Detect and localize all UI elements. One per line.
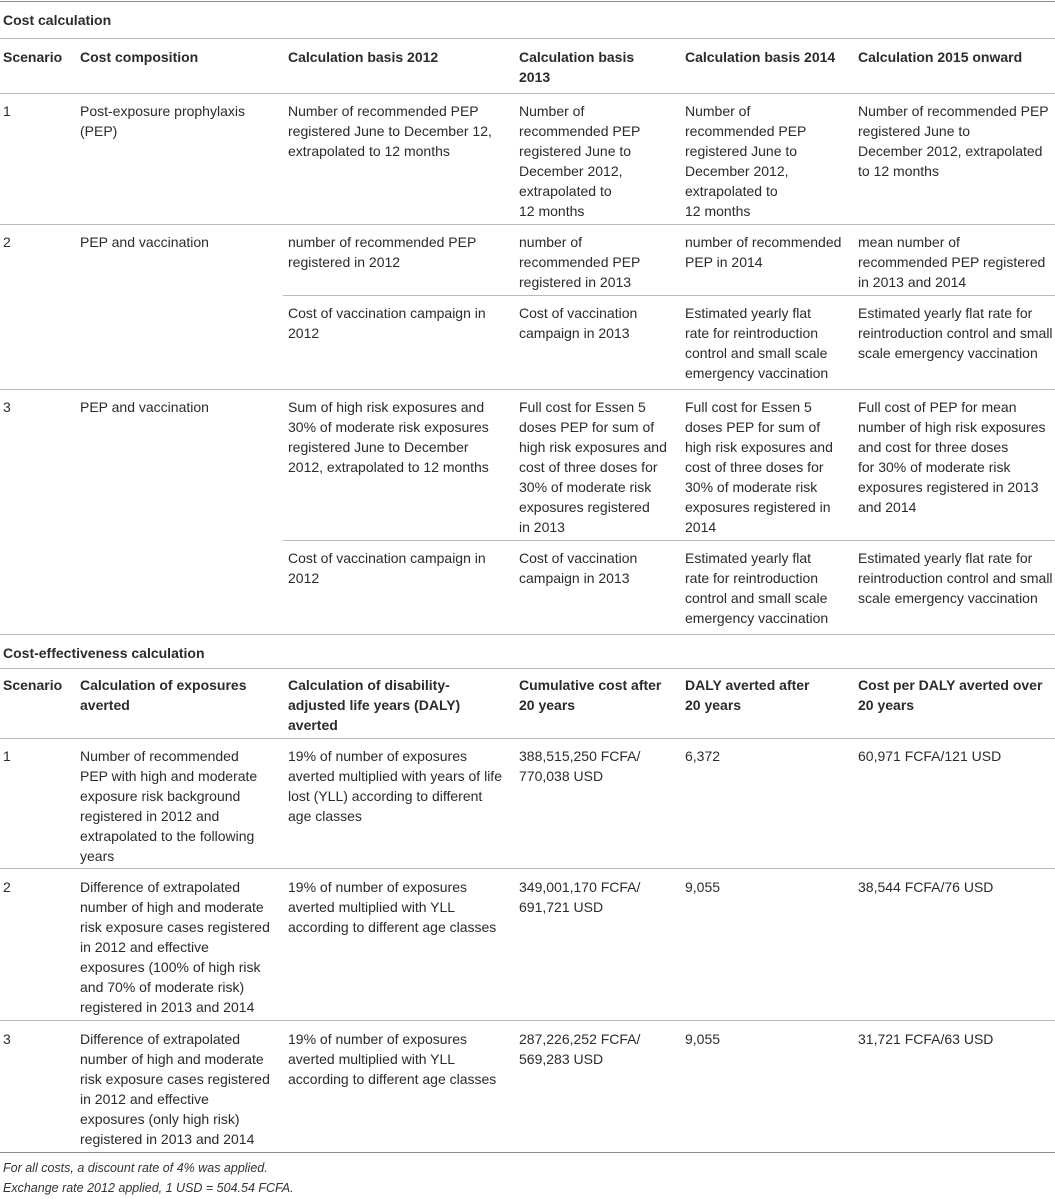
table-cell: Cost of vaccination campaign in 2013: [519, 305, 638, 341]
table-cell: Number of recommended PEP registered June to December 2012, extrapolated to 12 months: [519, 103, 641, 219]
header-cell: Calculation basis 2014: [685, 49, 836, 65]
header-rule: [0, 738, 1055, 739]
table-cell: 3: [3, 1031, 11, 1047]
row-rule: [0, 1152, 1055, 1153]
row-rule: [0, 224, 1055, 225]
table-cell: Cost of vaccination campaign in 2012: [288, 305, 486, 341]
header-cell: DALY averted after 20 years: [685, 677, 810, 713]
table-cell: 349,001,170 FCFA/ 691,721 USD: [519, 879, 641, 915]
table-cell: 2: [3, 879, 11, 895]
table-cell: Post-exposure prophylaxis (PEP): [80, 103, 245, 139]
table-cell: 3: [3, 399, 11, 415]
cost-eff-title: Cost-effectiveness calculation: [3, 645, 205, 661]
footnote: Exchange rate 2012 applied, 1 USD = 504.54 FCFA.: [3, 1181, 294, 1195]
table-cell: 1: [3, 748, 11, 764]
row-rule: [0, 868, 1055, 869]
header-cell: Cost composition: [80, 49, 199, 65]
table-cell: Number of recommended PEP registered June to December 2012, extrapolated to 12 months: [858, 103, 1049, 179]
table-cell: number of recommended PEP registered in 2013: [519, 234, 641, 290]
row-rule: [283, 295, 1055, 296]
table-cell: 2: [3, 234, 11, 250]
table-cell: 1: [3, 103, 11, 119]
table-cell: Estimated yearly flat rate for reintroduction control and small scale emergency vaccination: [858, 305, 1053, 361]
table-cell: mean number of recommended PEP registered in 2013 and 2014: [858, 234, 1046, 290]
cost-calc-title: Cost calculation: [3, 12, 112, 28]
table-cell: Full cost of PEP for mean number of high risk exposures and cost for three doses for 30% of moderate risk exposures registered in 2013 and 2014: [858, 399, 1046, 515]
table-cell: Full cost for Essen 5 doses PEP for sum of high risk exposures and cost of three doses for 30% of moderate risk exposures registered in 2013: [519, 399, 667, 535]
row-rule: [0, 1020, 1055, 1021]
table-cell: Estimated yearly flat rate for reintroduction control and small scale emergency vaccination: [858, 550, 1053, 606]
header-cell: Calculation of disability- adjusted life years (DALY) averted: [288, 677, 461, 733]
table-cell: Difference of extrapolated number of high and moderate risk exposure cases registered in 2012 and effective exposures (only high risk) registered in 2013 and 2014: [80, 1031, 270, 1147]
table-cell: 9,055: [685, 1031, 721, 1047]
row-rule: [0, 634, 1055, 635]
table-cell: 9,055: [685, 879, 721, 895]
table-cell: 19% of number of exposures averted multiplied with years of life lost (YLL) according to different age classes: [288, 748, 502, 824]
table-cell: 19% of number of exposures averted multiplied with YLL according to different age classes: [288, 879, 497, 935]
header-rule: [0, 93, 1055, 94]
top-rule: [0, 1, 1055, 2]
table-cell: Sum of high risk exposures and 30% of moderate risk exposures registered June to December 2012, extrapolated to 12 months: [288, 399, 489, 475]
table-cell: 60,971 FCFA/121 USD: [858, 748, 1002, 764]
table-cell: Number of recommended PEP with high and moderate exposure risk background registered in 2012 and extrapolated to the following years: [80, 748, 258, 864]
header-cell: Calculation of exposures averted: [80, 677, 247, 713]
table-cell: Estimated yearly flat rate for reintroduction control and small scale emergency vaccination: [685, 550, 829, 626]
table-cell: Difference of extrapolated number of high and moderate risk exposure cases registered in 2012 and effective exposures (100% of high risk and 70% of moderate risk) registered in 2013 and 2014: [80, 879, 270, 1015]
header-cell: Scenario: [3, 677, 63, 693]
header-cell: Cumulative cost after 20 years: [519, 677, 662, 713]
table-cell: PEP and vaccination: [80, 399, 209, 415]
table-cell: Cost of vaccination campaign in 2013: [519, 550, 638, 586]
table-cell: 19% of number of exposures averted multiplied with YLL according to different age classes: [288, 1031, 497, 1087]
row-rule: [0, 389, 1055, 390]
header-cell: Cost per DALY averted over 20 years: [858, 677, 1043, 713]
table-cell: 38,544 FCFA/76 USD: [858, 879, 994, 895]
table-cell: number of recommended PEP in 2014: [685, 234, 842, 270]
header-cell: Calculation basis 2013: [519, 49, 635, 85]
table-cell: Number of recommended PEP registered June to December 12, extrapolated to 12 months: [288, 103, 492, 159]
title-rule: [0, 668, 1055, 669]
table-cell: 388,515,250 FCFA/ 770,038 USD: [519, 748, 641, 784]
header-cell: Calculation basis 2012: [288, 49, 439, 65]
table-cell: Estimated yearly flat rate for reintroduction control and small scale emergency vaccination: [685, 305, 829, 381]
table-cell: number of recommended PEP registered in 2012: [288, 234, 477, 270]
title-rule: [0, 38, 1055, 39]
table-cell: PEP and vaccination: [80, 234, 209, 250]
row-rule: [283, 540, 1055, 541]
header-cell: Scenario: [3, 49, 63, 65]
header-cell: Calculation 2015 onward: [858, 49, 1023, 65]
table-cell: Cost of vaccination campaign in 2012: [288, 550, 486, 586]
footnote: For all costs, a discount rate of 4% was applied.: [3, 1161, 268, 1175]
table-cell: 31,721 FCFA/63 USD: [858, 1031, 994, 1047]
table-cell: 287,226,252 FCFA/ 569,283 USD: [519, 1031, 641, 1067]
table-cell: 6,372: [685, 748, 721, 764]
table-cell: Number of recommended PEP registered June to December 2012, extrapolated to 12 months: [685, 103, 807, 219]
table-cell: Full cost for Essen 5 doses PEP for sum of high risk exposures and cost of three doses for 30% of moderate risk exposures registered in 2014: [685, 399, 833, 535]
